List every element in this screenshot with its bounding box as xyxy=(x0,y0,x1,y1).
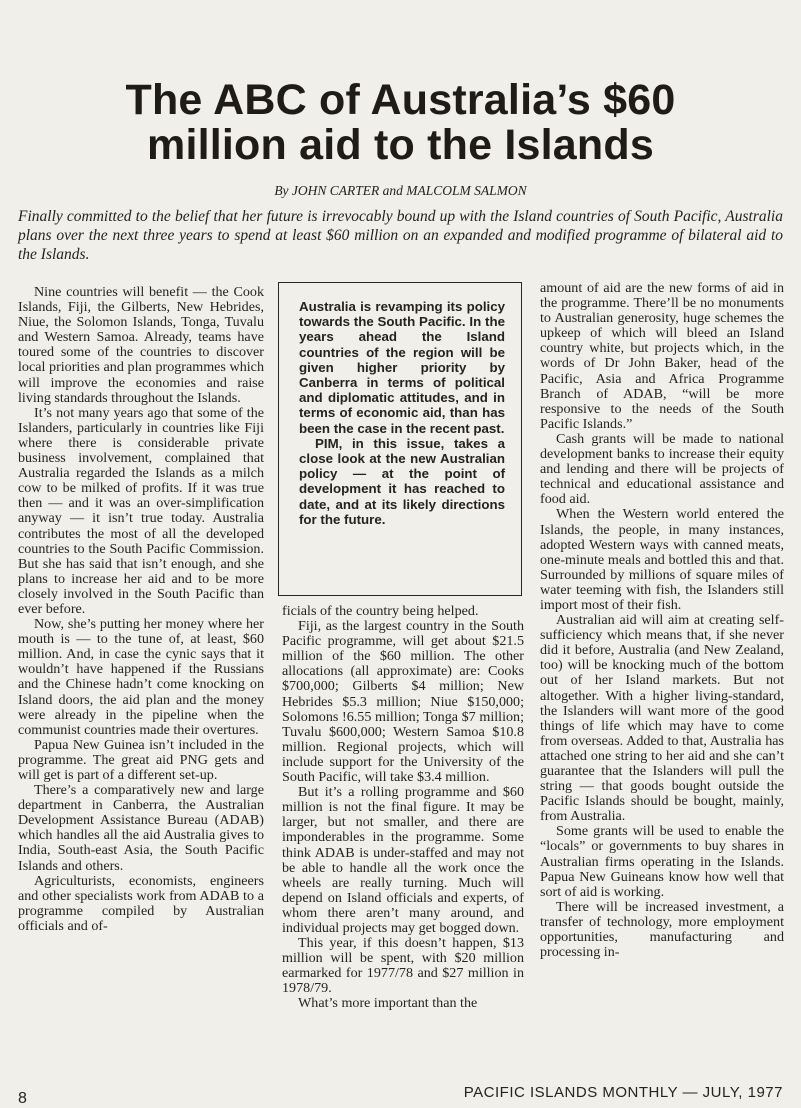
paragraph-continued: amount of aid are the new forms of aid in the programme. There’ll be no monuments to Australian generosity, huge schemes the upkeep of which will bleed an Island country white, but projects which, in the words of Dr John Baker, head of the Pacific, Asia and Africa Programme Branch of ADAB, “will be more responsive to the needs of the South Pacific Islands.” xyxy=(540,280,784,432)
paragraph-continued: ficials of the country being helped. xyxy=(282,603,479,619)
paragraph: Now, she’s putting her money where her mouth is — to the tune of, at least, $60 million. And, in case the cynic says that it wouldn’t have happened if the Russians and the Chinese hadn’t come knocking on Island doors, the aid plan and the money were already in the pipeline when the communist countries made their overtures. xyxy=(18,616,264,738)
byline: By JOHN CARTER and MALCOLM SALMON xyxy=(274,183,527,198)
paragraph: Nine countries will benefit — the Cook Islands, Fiji, the Gilberts, New Hebrides, Niue, the Solomon Islands, Tonga, Tuvalu and Western Samoa. Already, teams have toured some of the countries to discover local priorities and plan programmes which will improve the economies and raise living standards throughout the Islands. xyxy=(18,284,264,406)
pull-quote-paragraph: PIM, in this issue, takes a close look at the new Australian policy — at the point of development it has reached to date, and at its likely directions for the future. xyxy=(299,435,505,527)
paragraph: What’s more important than the xyxy=(298,995,478,1012)
column-2 xyxy=(282,604,524,1012)
paragraph: When the Western world entered the Islands, the people, in many instances, adopted Western ways with canned meats, one-minute meals and bottled this and that. Surrounded by millions of square miles of water teeming with fish, the Islanders still import most of their fish. xyxy=(540,506,784,613)
paragraph: Agriculturists, economists, engineers and other specialists work from ADAB to a programme compiled by Australian officials and of- xyxy=(18,872,264,934)
column-3 xyxy=(540,281,784,960)
paragraph: Some grants will be used to enable the “locals” or governments to buy shares in Australian firms operating in the Islands. Papua New Guineans know how well that sort of aid is working. xyxy=(540,823,784,900)
paragraph: This year, if this doesn’t happen, $13 million will be spent, with $20 million earmarked for 1977/78 and $27 million in 1978/79. xyxy=(282,935,524,997)
column-1 xyxy=(18,285,264,934)
pull-quote-paragraph: Australia is revamping its policy towards the South Pacific. In the years ahead the Island countries of the region will be given higher priority by Canberra in terms of political and diplomatic attitudes, and in terms of economic aid, than has been the case in the recent past. xyxy=(299,299,505,436)
headline-line-1: The ABC of Australia’s $60 xyxy=(125,76,676,124)
paragraph: Fiji, as the largest country in the South Pacific programme, will get about $21.5 million of the $60 million. The other allocations (all approximate) are: Cooks $700,000; Gilberts $4 million; New Hebrides $5.3 million; Niue $150,000; Solomons !6.55 million; Tonga $7 million; Tuvalu $600,000; Western Samoa $10.8 million. Regional projects, which will include support for the University of the South Pacific, will take $3.4 million. xyxy=(282,618,524,786)
paragraph: It’s not many years ago that some of the Islanders, particularly in countries like Fiji where there is considerable private business involvement, complained that Australia regarded the Islands as a milch cow to be milked of profits. If it was true then — and it was an over-simplification anyway — it isn’t true today. Australia contributes the most of all the developed countries to the South Pacific Commission. But she has said that isn’t enough, and she plans to increase her aid and to be more closely involved in the South Pacific than ever before. xyxy=(18,404,264,617)
pull-quote-box xyxy=(278,282,522,596)
page-number: 8 xyxy=(18,1090,27,1107)
paragraph: Australian aid will aim at creating self-sufficiency which means that, if she never did it before, Australia (and New Zealand, too) will be knocking much of the bottom out of her Island markets. But not altogether. With a higher living-standard, the Islanders will want more of the good things of life which may have to come from overseas. Added to that, Australia has attached one string to her aid and she can’t guarantee that the Islanders will pull the string — that goods bought outside the Pacific Islands should be bought, mainly, from Australia. xyxy=(540,612,784,825)
headline xyxy=(0,78,801,168)
publication-footer: PACIFIC ISLANDS MONTHLY — JULY, 1977 xyxy=(463,1084,783,1101)
paragraph: There will be increased investment, a transfer of technology, more employment opportunities, manufacturing and processing in- xyxy=(540,898,784,961)
paragraph: Cash grants will be made to national development banks to increase their equity and lending and there will be projects of technical and educational assistance and food aid. xyxy=(540,430,784,508)
paragraph: There’s a comparatively new and large department in Canberra, the Australian Development Assistance Bureau (ADAB) which handles all the aid Australia gives to India, South-east Asia, the South Pacific Islands and others. xyxy=(18,782,264,874)
paragraph: Papua New Guinea isn’t included in the programme. The great aid PNG gets and will get is part of a different set-up. xyxy=(18,736,264,783)
paragraph: But it’s a rolling programme and $60 million is not the final figure. It may be larger, but not smaller, and there are imponderables in the programme. Some think ADAB is under-staffed and may not be able to handle all the work once the wheels are really turning. Much will depend on Island officials and experts, of whom there aren’t many around, and individual projects may get bogged down. xyxy=(282,784,524,936)
standfirst: Finally committed to the belief that her future is irrevocably bound up with the Island countries of South Pacific, Australia plans over the next three years to spend at least $60 million on an expanded and modified programme of bilateral aid to the Islands. xyxy=(18,208,783,263)
headline-line-2: million aid to the Islands xyxy=(147,121,654,169)
